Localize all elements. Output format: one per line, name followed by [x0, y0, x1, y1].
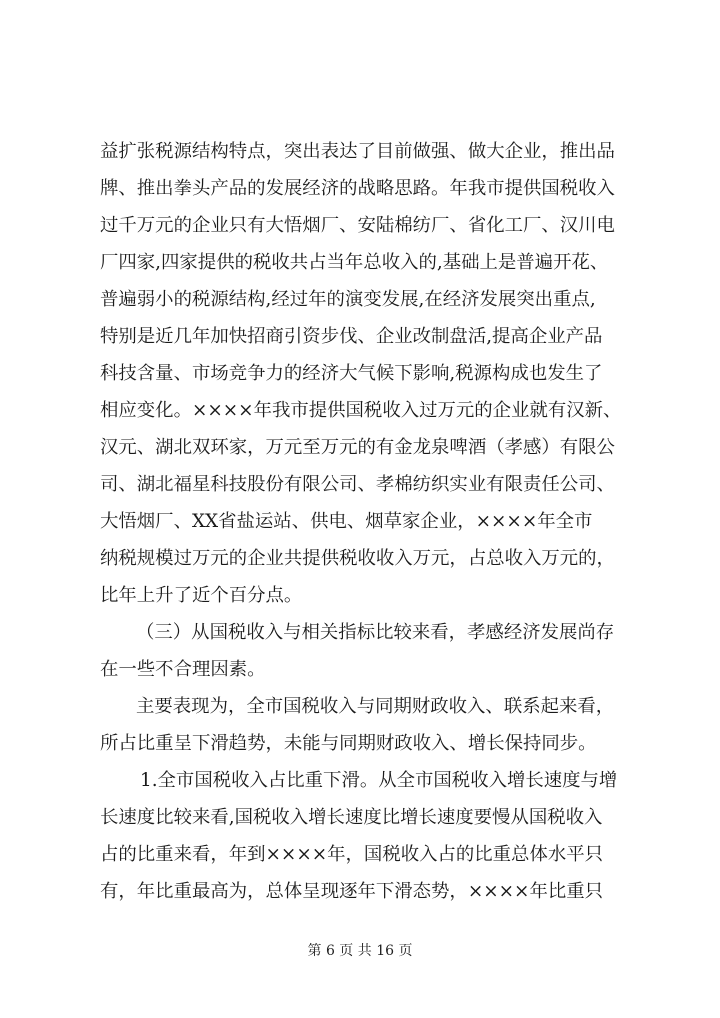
- text-line: 司、湖北福星科技股份有限公司、孝棉纺织实业有限责任公司、: [100, 474, 615, 495]
- text-line: 占的比重来看，年到××××年，国税收入占的比重总体水平只: [100, 844, 604, 865]
- text-line: 纳税规模过万元的企业共提供税收收入万元，占总收入万元的，: [100, 548, 615, 569]
- text-line: 汉元、湖北双环家，万元至万元的有金龙泉啤酒（孝感）有限公: [100, 437, 615, 458]
- text-line: 过千万元的企业只有大悟烟厂、安陆棉纺厂、省化工厂、汉川电: [100, 215, 615, 236]
- text-line: 所占比重呈下滑趋势，未能与同期财政收入、增长保持同步。: [100, 733, 597, 754]
- paragraph-first-line: 主要表现为，全市国税收入与同期财政收入、联系起来看，: [136, 696, 615, 717]
- text-line: 比年上升了近个百分点。: [100, 585, 303, 606]
- text-line: 厂四家,四家提供的税收共占当年总收入的,基础上是普遍开花、: [100, 252, 609, 273]
- text-line: 在一些不合理因素。: [100, 659, 266, 680]
- text-line: 相应变化。××××年我市提供国税收入过万元的企业就有汉新、: [100, 400, 622, 421]
- text-line: 科技含量、市场竞争力的经济大气候下影响,税源构成也发生了: [100, 363, 603, 384]
- text-line: 益扩张税源结构特点，突出表达了目前做强、做大企业，推出品: [100, 141, 615, 162]
- text-line: 特别是近几年加快招商引资步伐、企业改制盘活,提高企业产品: [100, 326, 603, 347]
- text-line: 长速度比较来看,国税收入增长速度比增长速度要慢从国税收入: [100, 807, 603, 828]
- text-line: 牌、推出拳头产品的发展经济的战略思路。年我市提供国税收入: [100, 178, 615, 199]
- section-heading-line: （三）从国税收入与相关指标比较来看，孝感经济发展尚存: [136, 622, 615, 643]
- text-line: 大悟烟厂、XX省盐运站、供电、烟草家企业，××××年全市: [100, 511, 593, 532]
- page-number-footer: 第 6 页 共 16 页: [307, 943, 413, 959]
- paragraph-first-line: 1.全市国税收入占比重下滑。从全市国税收入增长速度与增: [140, 770, 618, 791]
- text-line: 普遍弱小的税源结构,经过年的演变发展,在经济发展突出重点,: [100, 289, 596, 310]
- text-line: 有，年比重最高为，总体呈现逐年下滑态势，××××年比重只: [100, 881, 604, 902]
